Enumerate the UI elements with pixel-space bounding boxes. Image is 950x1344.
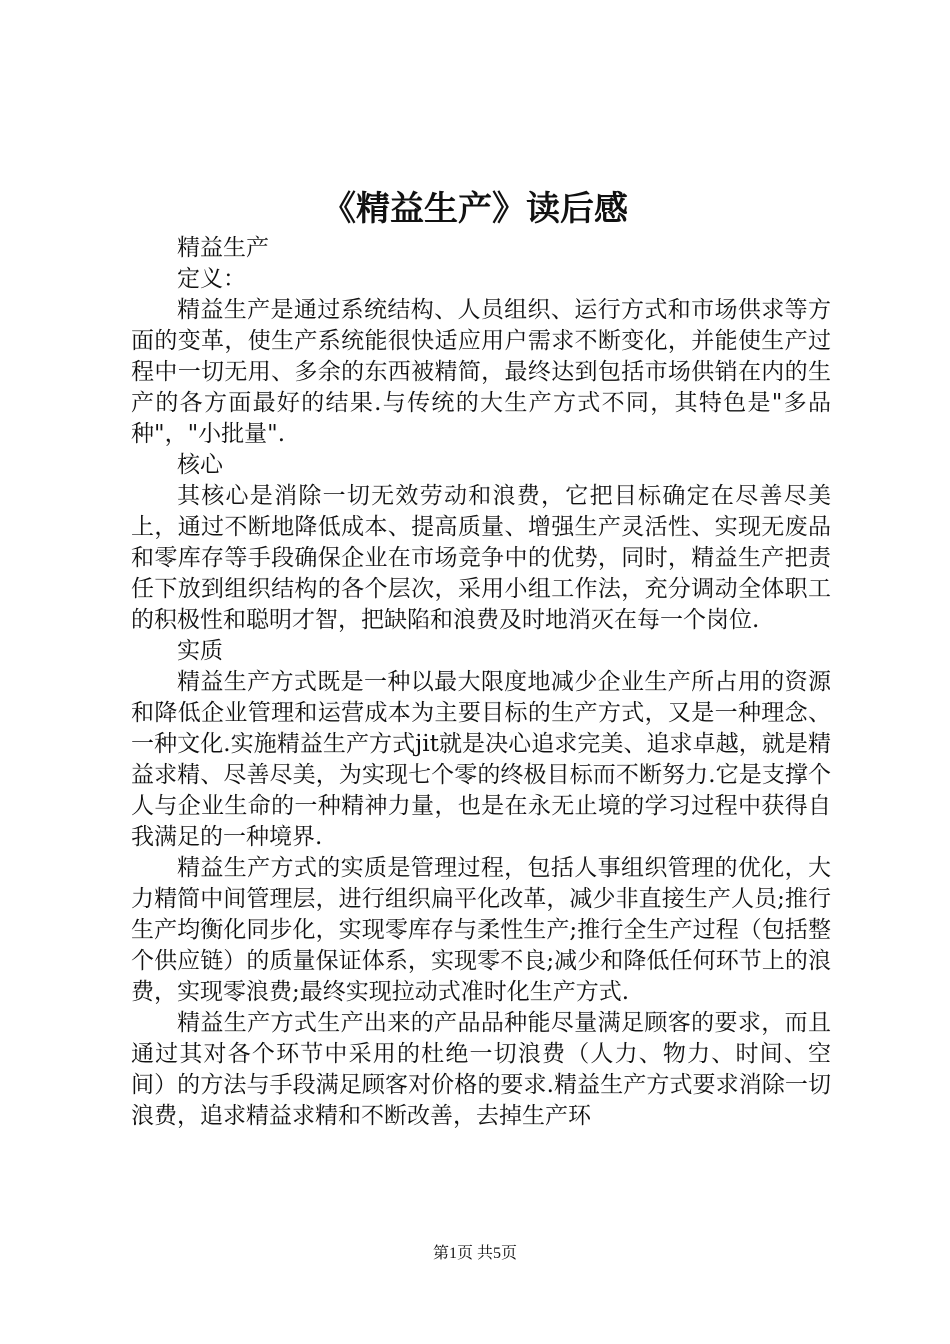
- paragraph-essence-2: 精益生产方式的实质是管理过程，包括人事组织管理的优化，大力精简中间管理层，进行组织扁平化改革，减少非直接生产人员;推行生产均衡化同步化，实现零库存与柔性生产;推行全生产过程（包括整个供应链）的质量保证体系，实现零不良;减少和降低任何环节上的浪费，实现零浪费;最终实现拉动式准时化生产方式.: [131, 855, 831, 1005]
- paragraph-core: 其核心是消除一切无效劳动和浪费，它把目标确定在尽善尽美上，通过不断地降低成本、提高质量、增强生产灵活性、实现无废品和零库存等手段确保企业在市场竞争中的优势，同时，精益生产把责任下放到组织结构的各个层次，采用小组工作法，充分调动全体职工的积极性和聪明才智，把缺陷和浪费及时地消灭在每一个岗位.: [131, 483, 831, 633]
- page-footer: 第1页 共5页: [432, 1245, 517, 1262]
- document-body: [131, 233, 831, 1132]
- document-title: 《精益生产》读后感: [322, 189, 628, 229]
- paragraph-essence-1: 精益生产方式既是一种以最大限度地减少企业生产所占用的资源和降低企业管理和运营成本为主要目标的生产方式，又是一种理念、一种文化.实施精益生产方式jit就是决心追求完美、追求卓越，就是精益求精、尽善尽美，为实现七个零的终极目标而不断努力.它是支撑个人与企业生命的一种精神力量，也是在永无止境的学习过程中获得自我满足的一种境界.: [131, 669, 831, 850]
- heading-lean-production: 精益生产: [177, 235, 269, 261]
- paragraph-essence-3: 精益生产方式生产出来的产品品种能尽量满足顾客的要求，而且通过其对各个环节中采用的杜绝一切浪费（人力、物力、时间、空间）的方法与手段满足顾客对价格的要求.精益生产方式要求消除一切浪费，追求精益求精和不断改善，去掉生产环: [131, 1010, 831, 1129]
- heading-core: 核心: [177, 452, 223, 478]
- heading-essence: 实质: [177, 638, 223, 664]
- paragraph-definition: 精益生产是通过系统结构、人员组织、运行方式和市场供求等方面的变革，使生产系统能很快适应用户需求不断变化，并能使生产过程中一切无用、多余的东西被精简，最终达到包括市场供销在内的生产的各方面最好的结果.与传统的大生产方式不同，其特色是"多品种"，"小批量".: [131, 297, 831, 447]
- heading-definition: 定义：: [177, 266, 246, 292]
